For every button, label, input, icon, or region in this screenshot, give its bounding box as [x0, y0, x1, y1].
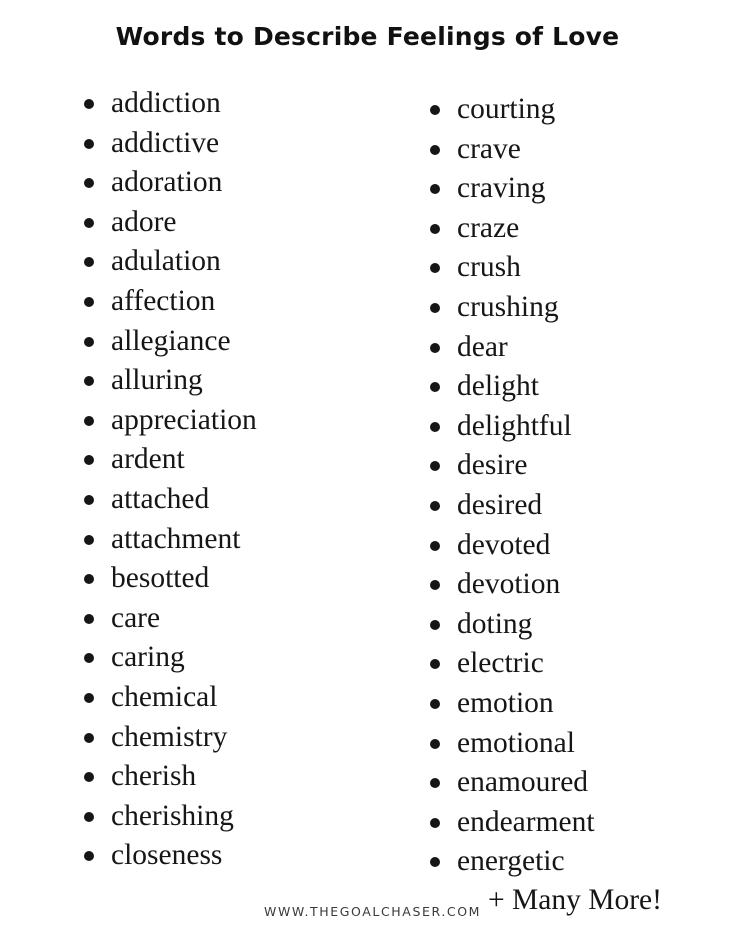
- word-list-item: [430, 644, 595, 684]
- bullet-icon: [430, 105, 440, 115]
- bullet-icon: [430, 382, 440, 392]
- bullet-icon: [84, 337, 94, 347]
- word-list-item: [84, 282, 257, 322]
- word-list-item: [430, 486, 595, 526]
- word-label: alluring: [111, 364, 203, 397]
- bullet-icon: [84, 614, 94, 624]
- word-label: ardent: [111, 443, 185, 476]
- word-label: craving: [457, 172, 546, 205]
- word-label: allegiance: [111, 324, 231, 357]
- word-list-item: [430, 367, 595, 407]
- word-label: endearment: [457, 805, 595, 838]
- word-list-item: [84, 322, 257, 362]
- word-label: affection: [111, 284, 216, 317]
- word-list-item: [84, 203, 257, 243]
- bullet-icon: [430, 818, 440, 828]
- word-label: emotion: [457, 686, 554, 719]
- word-label: addiction: [111, 87, 221, 119]
- word-list-item: [430, 248, 595, 288]
- word-list-right: [430, 90, 595, 882]
- bullet-icon: [84, 218, 94, 228]
- bullet-icon: [430, 184, 440, 194]
- bullet-icon: [430, 461, 440, 471]
- word-list-item: [84, 836, 257, 876]
- bullet-icon: [430, 422, 440, 432]
- word-list-item: [84, 242, 257, 282]
- word-list-item: [84, 718, 257, 758]
- word-label: dear: [457, 330, 508, 363]
- word-label: chemical: [111, 680, 218, 713]
- word-label: energetic: [457, 845, 565, 878]
- word-label: chemistry: [111, 720, 228, 753]
- bullet-icon: [84, 416, 94, 426]
- bullet-icon: [84, 693, 94, 703]
- word-label: besotted: [111, 562, 210, 595]
- word-label: adoration: [111, 166, 223, 199]
- word-label: addictive: [111, 126, 220, 159]
- word-label: appreciation: [111, 403, 257, 436]
- bullet-icon: [430, 739, 440, 749]
- word-list-item: [430, 842, 595, 882]
- word-list-item: [430, 763, 595, 803]
- word-list-item: [84, 361, 257, 401]
- word-list-item: [430, 328, 595, 368]
- word-label: cherish: [111, 760, 197, 793]
- bullet-icon: [430, 659, 440, 669]
- word-label: devoted: [457, 528, 551, 561]
- word-label: adore: [111, 205, 177, 238]
- bullet-icon: [430, 145, 440, 155]
- word-label: caring: [111, 641, 185, 674]
- word-label: emotional: [457, 726, 575, 759]
- word-list-item: [430, 526, 595, 566]
- page-title: Words to Describe Feelings of Love: [115, 22, 620, 51]
- word-label: enamoured: [457, 766, 589, 799]
- bullet-icon: [84, 812, 94, 822]
- word-label: care: [111, 601, 161, 634]
- word-label: crushing: [457, 290, 559, 323]
- website-url: WWW.THEGOALCHASER.COM: [264, 904, 482, 919]
- bullet-icon: [430, 501, 440, 511]
- bullet-icon: [430, 620, 440, 630]
- word-list-item: [430, 684, 595, 724]
- bullet-icon: [430, 541, 440, 551]
- word-list-item: [430, 724, 595, 764]
- word-label: cherishing: [111, 799, 234, 832]
- word-list-item: [430, 803, 595, 843]
- word-list-item: [84, 599, 257, 639]
- word-list-item: [84, 163, 257, 203]
- word-label: desired: [457, 488, 543, 521]
- word-label: attached: [111, 482, 210, 515]
- bullet-icon: [430, 580, 440, 590]
- word-label: craze: [457, 211, 520, 244]
- bullet-icon: [84, 574, 94, 584]
- word-label: electric: [457, 647, 544, 680]
- word-list-item: [430, 169, 595, 209]
- word-list-item: [84, 757, 257, 797]
- word-list-item: [84, 797, 257, 837]
- bullet-icon: [84, 535, 94, 545]
- word-list-item: [84, 440, 257, 480]
- word-list-item: [84, 124, 257, 164]
- many-more-note: + Many More!: [488, 884, 662, 916]
- bullet-icon: [84, 653, 94, 663]
- bullet-icon: [84, 495, 94, 505]
- bullet-icon: [84, 376, 94, 386]
- word-list-item: [430, 130, 595, 170]
- word-list-item: [430, 407, 595, 447]
- word-list-item: [84, 480, 257, 520]
- bullet-icon: [84, 297, 94, 307]
- bullet-icon: [84, 733, 94, 743]
- word-label: desire: [457, 449, 528, 482]
- bullet-icon: [84, 851, 94, 861]
- word-label: courting: [457, 93, 556, 125]
- bullet-icon: [84, 772, 94, 782]
- word-list-item: [84, 84, 257, 124]
- word-label: doting: [457, 607, 533, 640]
- word-list-item: [430, 90, 595, 130]
- word-list-item: [430, 565, 595, 605]
- bullet-icon: [430, 343, 440, 353]
- bullet-icon: [430, 303, 440, 313]
- bullet-icon: [430, 699, 440, 709]
- word-list-item: [84, 520, 257, 560]
- word-label: crave: [457, 132, 521, 165]
- bullet-icon: [430, 778, 440, 788]
- word-list-item: [430, 288, 595, 328]
- word-list-item: [84, 638, 257, 678]
- word-label: devotion: [457, 568, 561, 601]
- word-label: crush: [457, 251, 521, 284]
- word-list-item: [430, 209, 595, 249]
- word-label: closeness: [111, 839, 223, 872]
- word-list-item: [430, 446, 595, 486]
- word-label: delightful: [457, 409, 572, 442]
- word-list-item: [84, 401, 257, 441]
- bullet-icon: [84, 139, 94, 149]
- word-label: attachment: [111, 522, 241, 555]
- bullet-icon: [84, 178, 94, 188]
- word-label: delight: [457, 370, 539, 403]
- word-list-left: [84, 84, 257, 876]
- word-list-item: [430, 605, 595, 645]
- bullet-icon: [430, 857, 440, 867]
- bullet-icon: [84, 257, 94, 267]
- bullet-icon: [84, 99, 94, 109]
- bullet-icon: [430, 224, 440, 234]
- bullet-icon: [430, 263, 440, 273]
- word-list-item: [84, 678, 257, 718]
- bullet-icon: [84, 455, 94, 465]
- word-list-item: [84, 559, 257, 599]
- word-label: adulation: [111, 245, 221, 278]
